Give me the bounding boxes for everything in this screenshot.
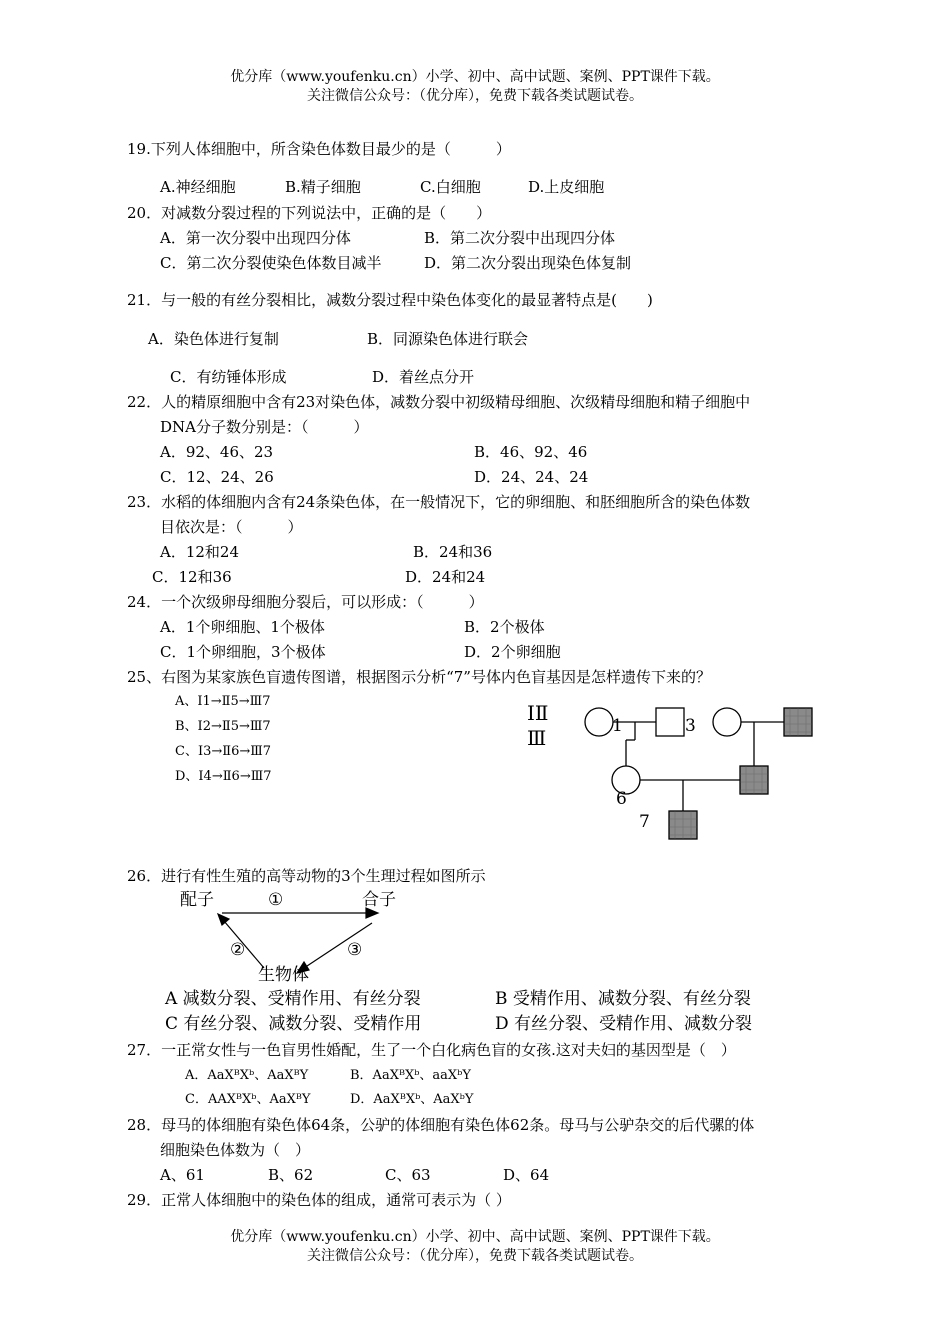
arrowhead xyxy=(218,914,229,925)
diagram-organism-label: 生物体 xyxy=(258,965,309,985)
q24-stem: 24．一个次级卵母细胞分裂后，可以形成：（ ） xyxy=(127,593,484,611)
q28-option-d: D、64 xyxy=(503,1166,550,1184)
q26-option-d: D 有丝分裂、受精作用、减数分裂 xyxy=(495,1014,753,1034)
q27-option-b: B．AaXᴮXᵇ、aaXᵇY xyxy=(350,1068,471,1083)
q20-option-a: A．第一次分裂中出现四分体 xyxy=(160,229,351,247)
q28-option-a: A、61 xyxy=(160,1166,205,1184)
q24-option-b: B．2个极体 xyxy=(464,618,545,636)
q20-stem: 20．对减数分裂过程的下列说法中，正确的是（ ） xyxy=(127,204,492,222)
footer-line-2: 关注微信公众号：（优分库），免费下载各类试题试卷。 xyxy=(307,1248,643,1264)
pedigree-label-6: 6 xyxy=(616,789,627,809)
q21-option-d: D．着丝点分开 xyxy=(372,368,475,386)
header-line-1: 优分库（www.youfenku.cn）小学、初中、高中试题、案例、PPT课件下载。 xyxy=(230,69,720,85)
q23-option-d: D．24和24 xyxy=(405,568,486,586)
q28-stem-line-1: 28．母马的体细胞有染色体64条，公驴的体细胞有染色体62条。母马与公驴杂交的后代骡的体 xyxy=(127,1116,755,1134)
diagram-process-1: ① xyxy=(268,890,284,910)
q19-stem: 19.下列人体细胞中，所含染色体数目最少的是（ ） xyxy=(127,140,511,158)
q26-option-b: B 受精作用、减数分裂、有丝分裂 xyxy=(495,989,751,1009)
q21-option-c: C．有纺锤体形成 xyxy=(170,368,287,386)
q21-option-b: B．同源染色体进行联会 xyxy=(367,330,529,348)
q19-option-a: A.神经细胞 xyxy=(160,178,236,196)
diagram-gamete-label: 配子 xyxy=(180,890,214,910)
q19-option-c: C.白细胞 xyxy=(420,178,481,196)
q22-option-a: A．92、46、23 xyxy=(160,443,274,461)
q21-stem: 21．与一般的有丝分裂相比，减数分裂过程中染色体变化的最显著特点是( ) xyxy=(127,291,653,309)
q20-option-d: D．第二次分裂出现染色体复制 xyxy=(424,254,632,272)
q25-option-b: B、Ⅰ2→Ⅱ5→Ⅲ7 xyxy=(175,719,271,734)
q29-stem: 29．正常人体细胞中的染色体的组成，通常可表示为（ ） xyxy=(127,1191,511,1209)
q25-option-d: D、Ⅰ4→Ⅱ6→Ⅲ7 xyxy=(175,769,272,784)
pedigree-label-1: 1 xyxy=(612,716,623,736)
q28-option-c: C、63 xyxy=(385,1166,431,1184)
q25-stem: 25、右图为某家族色盲遗传图谱，根据图示分析“7”号体内色盲基因是怎样遗传下来的？ xyxy=(127,668,711,686)
q26-option-a: A 减数分裂、受精作用、有丝分裂 xyxy=(165,989,421,1009)
pedigree-generation-label-1: ⅠⅡ xyxy=(527,701,549,725)
q27-option-a: A．AaXᴮXᵇ、AaXᴮY xyxy=(185,1068,309,1083)
q22-stem-line-2: DNA分子数分别是：（ ） xyxy=(160,418,369,436)
q24-option-d: D．2个卵细胞 xyxy=(464,643,561,661)
q22-option-c: C．12、24、26 xyxy=(160,468,274,486)
q26-stem: 26．进行有性生殖的高等动物的3个生理过程如图所示 xyxy=(127,867,486,885)
q28-option-b: B、62 xyxy=(268,1166,314,1184)
q22-option-d: D．24、24、24 xyxy=(474,468,589,486)
pedigree-label-7: 7 xyxy=(639,812,650,832)
q22-stem-line-1: 22．人的精原细胞中含有23对染色体，减数分裂中初级精母细胞、次级精母细胞和精子细胞中 xyxy=(127,393,751,411)
header-line-2: 关注微信公众号：（优分库），免费下载各类试题试卷。 xyxy=(307,88,643,104)
diagram-process-3: ③ xyxy=(347,940,363,960)
q28-stem-line-2: 细胞染色体数为（ ） xyxy=(160,1141,311,1159)
q19-option-b: B.精子细胞 xyxy=(285,178,361,196)
pedigree-generation-label-2: Ⅲ xyxy=(527,726,547,750)
q26-option-c: C 有丝分裂、减数分裂、受精作用 xyxy=(165,1014,422,1034)
q23-option-b: B．24和36 xyxy=(413,543,493,561)
q24-option-c: C．1个卵细胞，3个极体 xyxy=(160,643,326,661)
q27-option-d: D．AaXᴮXᵇ、AaXᵇY xyxy=(350,1092,474,1107)
q23-option-a: A．12和24 xyxy=(160,543,240,561)
q24-option-a: A．1个卵细胞、1个极体 xyxy=(160,618,325,636)
q23-option-c: C．12和36 xyxy=(152,568,232,586)
q25-option-c: C、Ⅰ3→Ⅱ6→Ⅲ7 xyxy=(175,744,272,759)
q19-option-d: D.上皮细胞 xyxy=(528,178,605,196)
q20-option-b: B．第二次分裂中出现四分体 xyxy=(424,229,616,247)
q27-option-c: C．AAXᴮXᵇ、AaXᴮY xyxy=(185,1092,311,1107)
q22-option-b: B．46、92、46 xyxy=(474,443,588,461)
q25-option-a: A、Ⅰ1→Ⅱ5→Ⅲ7 xyxy=(175,694,271,709)
diagram-zygote-label: 合子 xyxy=(362,890,396,910)
footer-line-1: 优分库（www.youfenku.cn）小学、初中、高中试题、案例、PPT课件下载。 xyxy=(230,1229,720,1245)
q20-option-c: C．第二次分裂使染色体数目减半 xyxy=(160,254,382,272)
q27-stem: 27．一正常女性与一色盲男性婚配，生了一个白化病色盲的女孩.这对夫妇的基因型是（ ） xyxy=(127,1041,736,1059)
q23-stem-line-1: 23．水稻的体细胞内含有24条染色体，在一般情况下，它的卵细胞、和胚细胞所含的染色体数 xyxy=(127,493,751,511)
diagram-process-2: ② xyxy=(230,940,246,960)
q21-option-a: A．染色体进行复制 xyxy=(148,330,279,348)
q23-stem-line-2: 目依次是：（ ） xyxy=(160,518,303,536)
pedigree-label-3: 3 xyxy=(685,716,696,736)
